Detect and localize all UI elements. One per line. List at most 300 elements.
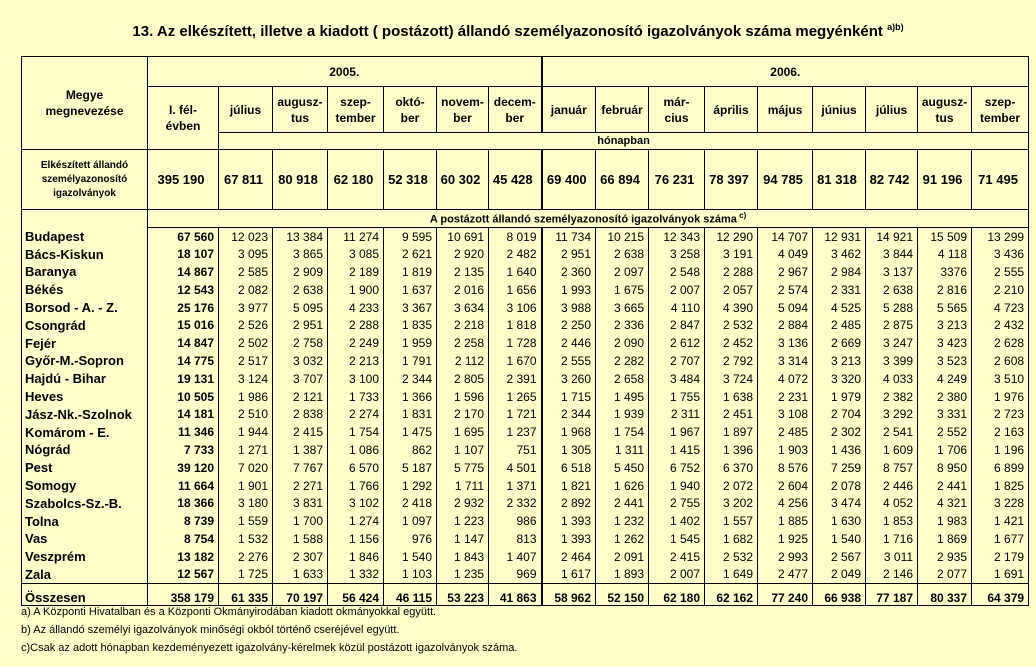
- county-header-line1: Megye: [65, 88, 104, 102]
- month-value: 2 218: [437, 316, 489, 334]
- month-line1: június: [821, 102, 857, 117]
- month-value: 1 700: [273, 512, 328, 530]
- month-value: 5 450: [596, 459, 649, 477]
- month-value: 2 892: [542, 494, 596, 512]
- month-value: 4 390: [705, 299, 758, 317]
- month-value: 2 307: [273, 548, 328, 566]
- produced-value: 81 318: [813, 150, 866, 210]
- produced-value: 71 495: [972, 150, 1029, 210]
- month-value: 3 292: [866, 405, 918, 423]
- month-value: 3376: [918, 263, 972, 281]
- month-value: 4 525: [813, 299, 866, 317]
- table-row: [22, 477, 1029, 495]
- month-value: 2 072: [705, 477, 758, 495]
- month-value: 2 250: [542, 316, 596, 334]
- month-value: 751: [489, 441, 542, 459]
- month-value: 4 049: [758, 245, 813, 263]
- month-value: 7 020: [219, 459, 273, 477]
- month-header: [542, 87, 596, 133]
- month-value: 2 555: [972, 263, 1029, 281]
- month-value: 3 011: [866, 548, 918, 566]
- county-name: Szabolcs-Sz.-B.: [22, 494, 148, 512]
- month-value: 3 137: [866, 263, 918, 281]
- county-name: Nógrád: [22, 441, 148, 459]
- half-year-value: 25 176: [148, 299, 219, 317]
- month-value: 2 391: [489, 370, 542, 388]
- month-value: 2 548: [649, 263, 705, 281]
- month-value: 1 821: [542, 477, 596, 495]
- produced-value: 76 231: [649, 150, 705, 210]
- month-header: [328, 87, 384, 133]
- month-value: 2 163: [972, 423, 1029, 441]
- month-value: 3 707: [273, 370, 328, 388]
- month-value: 1 983: [918, 512, 972, 530]
- month-value: 1 540: [813, 530, 866, 548]
- months-subheader: hónapban: [219, 133, 1029, 150]
- produced-value: 45 428: [489, 150, 542, 210]
- month-value: 62 162: [705, 583, 758, 605]
- month-value: 1 716: [866, 530, 918, 548]
- table-row: [22, 566, 1029, 584]
- month-value: 1 557: [705, 512, 758, 530]
- month-value: 6 899: [972, 459, 1029, 477]
- month-value: 1 728: [489, 334, 542, 352]
- county-name: Jász-Nk.-Szolnok: [22, 405, 148, 423]
- month-value: 4 233: [328, 299, 384, 317]
- county-name: Tolna: [22, 512, 148, 530]
- year-2005-header: 2005.: [148, 57, 542, 87]
- month-value: 2 078: [813, 477, 866, 495]
- month-line2: tus: [935, 110, 954, 125]
- month-header: [918, 87, 972, 133]
- month-value: 2 526: [219, 316, 273, 334]
- month-value: 1 545: [649, 530, 705, 548]
- month-value: 5 775: [437, 459, 489, 477]
- month-value: 1 633: [273, 566, 328, 584]
- month-value: 2 502: [219, 334, 273, 352]
- month-value: 64 379: [972, 583, 1029, 605]
- month-value: 2 249: [328, 334, 384, 352]
- month-value: 3 213: [813, 352, 866, 370]
- month-value: 3 102: [328, 494, 384, 512]
- month-value: 4 072: [758, 370, 813, 388]
- month-value: 12 290: [705, 228, 758, 246]
- month-value: 3 124: [219, 370, 273, 388]
- month-value: 6 570: [328, 459, 384, 477]
- produced-label: Elkészített állandó személyazonosító igazolványok: [22, 150, 148, 210]
- month-value: 2 638: [596, 245, 649, 263]
- month-value: 2 121: [273, 388, 328, 406]
- month-value: 2 288: [705, 263, 758, 281]
- month-value: 1 649: [705, 566, 758, 584]
- month-value: 2 477: [758, 566, 813, 584]
- page-title: 13. Az elkészített, illetve a kiadott ( postázott) állandó személyazonosító igazolványok száma megyénként $^{a)b)}$: [132, 22, 904, 40]
- month-header: [437, 87, 489, 133]
- month-value: 813: [489, 530, 542, 548]
- half-year-value: 14 775: [148, 352, 219, 370]
- month-value: 2 344: [542, 405, 596, 423]
- produced-value: 62 180: [328, 150, 384, 210]
- table-row: [22, 512, 1029, 530]
- month-line2: tember: [980, 110, 1021, 125]
- month-value: 2 007: [649, 566, 705, 584]
- month-line1: októ-: [395, 94, 425, 109]
- month-value: 1 869: [918, 530, 972, 548]
- month-value: 2 932: [437, 494, 489, 512]
- total-label: Összesen: [22, 583, 148, 605]
- half-year-value: 10 505: [148, 388, 219, 406]
- month-value: 2 758: [273, 334, 328, 352]
- month-header: [384, 87, 437, 133]
- month-value: 1 311: [596, 441, 649, 459]
- month-value: 1 721: [489, 405, 542, 423]
- month-value: 3 977: [219, 299, 273, 317]
- month-line2: évben: [165, 119, 201, 133]
- county-name: Borsod - A. - Z.: [22, 299, 148, 317]
- month-value: 2 446: [866, 477, 918, 495]
- month-value: 2 336: [596, 316, 649, 334]
- month-value: 976: [384, 530, 437, 548]
- month-value: 2 638: [866, 281, 918, 299]
- half-year-value: 358 179: [148, 583, 219, 605]
- month-value: 3 228: [972, 494, 1029, 512]
- month-value: 2 331: [813, 281, 866, 299]
- table-row: [22, 299, 1029, 317]
- month-line1: április: [713, 102, 749, 117]
- month-line1: szep-: [340, 94, 371, 109]
- month-value: 1 897: [705, 423, 758, 441]
- month-value: 1 677: [972, 530, 1029, 548]
- month-value: 2 146: [866, 566, 918, 584]
- county-name: Bács-Kiskun: [22, 245, 148, 263]
- month-value: 12 931: [813, 228, 866, 246]
- month-value: 1 596: [437, 388, 489, 406]
- month-value: 2 189: [328, 263, 384, 281]
- month-value: 3 510: [972, 370, 1029, 388]
- month-value: 2 482: [489, 245, 542, 263]
- month-value: 2 418: [384, 494, 437, 512]
- month-header: [758, 87, 813, 133]
- month-value: 2 552: [918, 423, 972, 441]
- month-value: 1 305: [542, 441, 596, 459]
- half-year-value: 14 181: [148, 405, 219, 423]
- month-value: 12 343: [649, 228, 705, 246]
- table-row: [22, 494, 1029, 512]
- month-value: 62 180: [649, 583, 705, 605]
- half-year-value: 15 016: [148, 316, 219, 334]
- month-value: 1 968: [542, 423, 596, 441]
- month-value: 3 423: [918, 334, 972, 352]
- month-value: 6 752: [649, 459, 705, 477]
- month-header: [866, 87, 918, 133]
- month-value: 1 754: [596, 423, 649, 441]
- month-value: 1 640: [489, 263, 542, 281]
- month-value: 3 665: [596, 299, 649, 317]
- month-value: 1 901: [219, 477, 273, 495]
- month-value: 3 367: [384, 299, 437, 317]
- month-value: 1 846: [328, 548, 384, 566]
- month-value: 5 565: [918, 299, 972, 317]
- month-value: 1 925: [758, 530, 813, 548]
- month-value: 1 436: [813, 441, 866, 459]
- month-value: 4 118: [918, 245, 972, 263]
- data-table: [21, 56, 1029, 606]
- month-value: 1 711: [437, 477, 489, 495]
- footnotes: [21, 603, 517, 657]
- month-value: 41 863: [489, 583, 542, 605]
- month-header: [649, 87, 705, 133]
- month-value: 1 237: [489, 423, 542, 441]
- month-value: 3 320: [813, 370, 866, 388]
- month-value: 2 658: [596, 370, 649, 388]
- month-value: 2 271: [273, 477, 328, 495]
- table-row: [22, 405, 1029, 423]
- month-value: 77 187: [866, 583, 918, 605]
- produced-value: 94 785: [758, 150, 813, 210]
- half-year-value: 14 847: [148, 334, 219, 352]
- month-value: 1 940: [649, 477, 705, 495]
- month-value: 1 715: [542, 388, 596, 406]
- month-value: 3 865: [273, 245, 328, 263]
- month-value: 2 993: [758, 548, 813, 566]
- month-line1: már-: [663, 94, 690, 109]
- month-line1: május: [767, 102, 803, 117]
- month-line2: ber: [505, 110, 525, 125]
- month-value: 3 331: [918, 405, 972, 423]
- month-value: 2 517: [219, 352, 273, 370]
- county-name: Veszprém: [22, 548, 148, 566]
- month-value: 10 215: [596, 228, 649, 246]
- month-value: 2 332: [489, 494, 542, 512]
- month-header: [489, 87, 542, 133]
- month-value: 1 292: [384, 477, 437, 495]
- month-value: 2 049: [813, 566, 866, 584]
- month-value: 2 585: [219, 263, 273, 281]
- month-value: 2 838: [273, 405, 328, 423]
- month-value: 2 057: [705, 281, 758, 299]
- month-value: 1 421: [972, 512, 1029, 530]
- month-value: 1 959: [384, 334, 437, 352]
- month-value: 3 032: [273, 352, 328, 370]
- month-value: 2 007: [649, 281, 705, 299]
- month-header: [813, 87, 866, 133]
- table-row: [22, 548, 1029, 566]
- table-row: [22, 370, 1029, 388]
- month-value: 1 588: [273, 530, 328, 548]
- month-value: 1 387: [273, 441, 328, 459]
- month-value: 1 766: [328, 477, 384, 495]
- month-value: 2 485: [758, 423, 813, 441]
- table-row: [22, 352, 1029, 370]
- half-year-value: 8 754: [148, 530, 219, 548]
- month-value: 1 393: [542, 512, 596, 530]
- county-name: Somogy: [22, 477, 148, 495]
- month-value: 3 724: [705, 370, 758, 388]
- month-line1: február: [601, 102, 643, 117]
- month-value: 1 609: [866, 441, 918, 459]
- table-row: [22, 459, 1029, 477]
- table-row: [22, 316, 1029, 334]
- month-value: 1 695: [437, 423, 489, 441]
- month-line1: decem-: [493, 94, 536, 109]
- month-value: 4 501: [489, 459, 542, 477]
- month-value: 2 179: [972, 548, 1029, 566]
- month-value: 2 875: [866, 316, 918, 334]
- month-value: 1 939: [596, 405, 649, 423]
- month-value: 1 900: [328, 281, 384, 299]
- produced-value: 395 190: [148, 150, 219, 210]
- month-value: 2 967: [758, 263, 813, 281]
- month-value: 3 484: [649, 370, 705, 388]
- half-year-value: 19 131: [148, 370, 219, 388]
- month-value: 1 755: [649, 388, 705, 406]
- month-value: 61 335: [219, 583, 273, 605]
- month-value: 2 210: [972, 281, 1029, 299]
- month-value: 3 462: [813, 245, 866, 263]
- month-value: 1 147: [437, 530, 489, 548]
- month-value: 3 095: [219, 245, 273, 263]
- produced-value: 67 811: [219, 150, 273, 210]
- month-value: 1 235: [437, 566, 489, 584]
- month-value: 2 951: [542, 245, 596, 263]
- month-value: 1 979: [813, 388, 866, 406]
- month-value: 2 510: [219, 405, 273, 423]
- month-value: 3 258: [649, 245, 705, 263]
- month-value: 2 567: [813, 548, 866, 566]
- month-value: 9 595: [384, 228, 437, 246]
- month-value: 3 085: [328, 245, 384, 263]
- month-value: 11 734: [542, 228, 596, 246]
- month-value: 1 274: [328, 512, 384, 530]
- month-value: 2 723: [972, 405, 1029, 423]
- month-value: 3 399: [866, 352, 918, 370]
- month-value: 4 321: [918, 494, 972, 512]
- month-value: 11 274: [328, 228, 384, 246]
- month-value: 1 196: [972, 441, 1029, 459]
- month-line1: novem-: [441, 94, 484, 109]
- month-value: 15 509: [918, 228, 972, 246]
- month-value: 4 052: [866, 494, 918, 512]
- month-value: 3 202: [705, 494, 758, 512]
- month-value: 2 302: [813, 423, 866, 441]
- county-name: Pest: [22, 459, 148, 477]
- month-value: 2 344: [384, 370, 437, 388]
- month-value: 2 446: [542, 334, 596, 352]
- year-2006-header: 2006.: [542, 57, 1029, 87]
- month-value: 14 707: [758, 228, 813, 246]
- month-value: 8 950: [918, 459, 972, 477]
- produced-value: 69 400: [542, 150, 596, 210]
- month-value: 1 656: [489, 281, 542, 299]
- month-value: 3 136: [758, 334, 813, 352]
- month-value: 2 091: [596, 548, 649, 566]
- month-value: 1 818: [489, 316, 542, 334]
- month-value: 3 106: [489, 299, 542, 317]
- month-value: 2 608: [972, 352, 1029, 370]
- month-value: 1 626: [596, 477, 649, 495]
- county-name: Vas: [22, 530, 148, 548]
- month-value: 2 847: [649, 316, 705, 334]
- month-value: 1 265: [489, 388, 542, 406]
- month-value: 2 755: [649, 494, 705, 512]
- month-line1: július: [229, 102, 262, 117]
- month-value: 2 282: [596, 352, 649, 370]
- month-value: 7 259: [813, 459, 866, 477]
- month-value: 2 541: [866, 423, 918, 441]
- month-value: 77 240: [758, 583, 813, 605]
- month-value: 4 033: [866, 370, 918, 388]
- month-value: 53 223: [437, 583, 489, 605]
- county-name: Fejér: [22, 334, 148, 352]
- month-value: 1 271: [219, 441, 273, 459]
- month-line2: ber: [453, 110, 472, 125]
- month-value: 4 110: [649, 299, 705, 317]
- month-value: 4 723: [972, 299, 1029, 317]
- month-value: 1 559: [219, 512, 273, 530]
- month-value: 3 108: [758, 405, 813, 423]
- half-year-value: 12 543: [148, 281, 219, 299]
- table-row: [22, 388, 1029, 406]
- month-value: 5 288: [866, 299, 918, 317]
- month-value: 1 725: [219, 566, 273, 584]
- half-year-value: 13 182: [148, 548, 219, 566]
- month-value: 2 909: [273, 263, 328, 281]
- month-header: [972, 87, 1029, 133]
- month-value: 1 371: [489, 477, 542, 495]
- produced-value: 60 302: [437, 150, 489, 210]
- half-year-value: 39 120: [148, 459, 219, 477]
- month-header: [705, 87, 758, 133]
- month-value: 2 112: [437, 352, 489, 370]
- month-value: 2 604: [758, 477, 813, 495]
- month-value: 1 540: [384, 548, 437, 566]
- month-value: 2 441: [918, 477, 972, 495]
- month-value: 1 223: [437, 512, 489, 530]
- table-row: [22, 334, 1029, 352]
- county-name: Budapest: [22, 228, 148, 246]
- month-value: 66 938: [813, 583, 866, 605]
- month-value: 2 276: [219, 548, 273, 566]
- month-value: 2 311: [649, 405, 705, 423]
- month-value: 1 885: [758, 512, 813, 530]
- month-value: 3 988: [542, 299, 596, 317]
- month-value: 2 612: [649, 334, 705, 352]
- dispatched-header: [148, 210, 1029, 228]
- month-value: 70 197: [273, 583, 328, 605]
- month-value: 2 532: [705, 548, 758, 566]
- month-value: 1 993: [542, 281, 596, 299]
- month-value: 3 180: [219, 494, 273, 512]
- month-header: [273, 87, 328, 133]
- month-value: 2 432: [972, 316, 1029, 334]
- month-value: 2 135: [437, 263, 489, 281]
- month-value: 5 187: [384, 459, 437, 477]
- footnote: a) A Központi Hivatalban és a Központi Okmányirodában kiadott okmányokkal együtt.: [21, 606, 437, 618]
- county-name: Hajdú - Bihar: [22, 370, 148, 388]
- month-value: 13 384: [273, 228, 328, 246]
- month-value: 2 451: [705, 405, 758, 423]
- month-value: 1 407: [489, 548, 542, 566]
- month-value: 2 213: [328, 352, 384, 370]
- month-value: 3 634: [437, 299, 489, 317]
- month-value: 2 704: [813, 405, 866, 423]
- month-value: 1 495: [596, 388, 649, 406]
- month-value: 2 669: [813, 334, 866, 352]
- month-value: 80 337: [918, 583, 972, 605]
- month-value: 58 962: [542, 583, 596, 605]
- month-line1: szep-: [984, 94, 1016, 109]
- month-header: [148, 87, 219, 150]
